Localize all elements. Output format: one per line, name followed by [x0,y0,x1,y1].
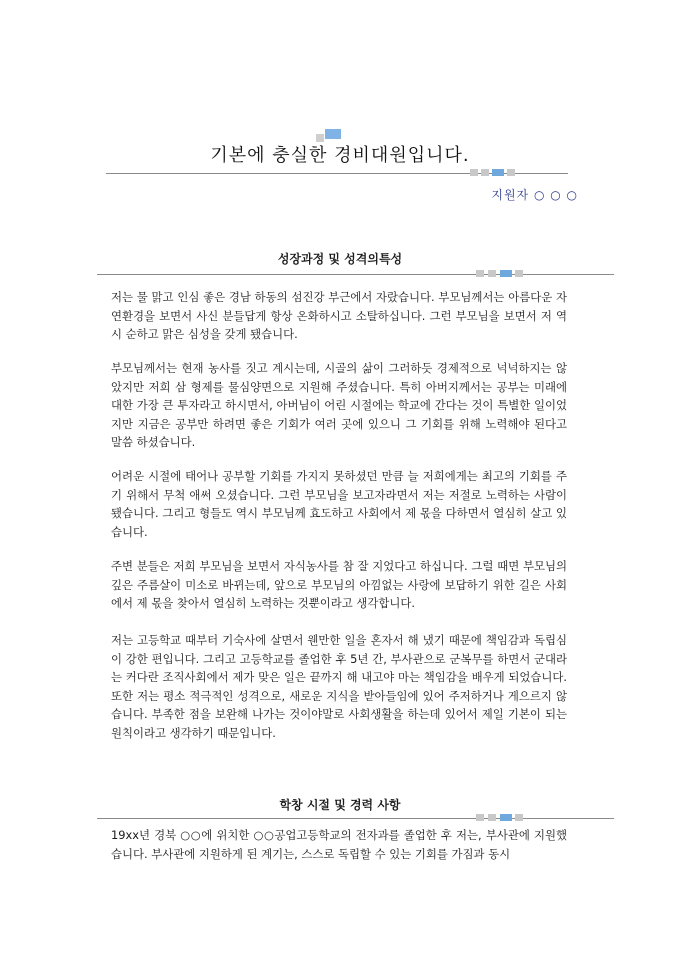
paragraph-text: 주변 분들은 저희 부모님을 보면서 자식농사를 참 잘 지었다고 하십니다. 그럴 때면 부모님의 깊은 주름살이 미소로 바뀌는데, 앞으로 부모님의 아낌없는 사랑에 보답하기 위한 길은 사회에서 제 몫을 찾아서 열심히 노력하는 것뿐이라고 생각합니다. [111,559,567,610]
section-heading-growth: 성장과정 및 성격의특성 [277,252,403,266]
paragraph-text: 저는 고등학교 때부터 기숙사에 살면서 웬만한 일을 혼자서 해 냈기 때문에 책임감과 독립심이 강한 편입니다. 그리고 고등학교를 졸업한 후 5년 간, 부사관으로 군복무를 하면서 군대라는 커다란 조직사회에서 제가 맞은 일은 끝까지 해 내고야 마는 책임감을 배우게 되었습니다. 또한 저는 평소 적극적인 성격으로, 새로운 지식을 받아들임에 있어 주저하거나 게으르지 않습니다. 부족한 점을 보완해 나가는 것이야말로 사회생활을 하는데 있어서 제일 기본이 되는 원칙이라고 생각하기 때문입니다. [111,633,567,740]
title-rule-square-4 [507,169,515,176]
section-rule-school-career [97,818,614,819]
applicant-name: 지원자 ○ ○ ○ [491,188,578,202]
title-deco-square-blue [325,129,341,139]
section2-rule-square-4 [515,814,523,821]
paragraph-text: 19xx년 경북 ○○에 위치한 ○○공업고등학교의 전자과를 졸업한 후 저는, 부사관에 지원했습니다. 부사관에 지원하게 된 계기는, 스스로 독립할 수 있는 기회를 가짐과 동시 [111,828,567,861]
paragraph-6 [111,826,567,863]
paragraph-1 [111,288,567,344]
section-rule-square-2 [488,270,496,277]
paragraph-4 [111,557,567,613]
paragraph-2 [111,359,567,452]
paragraph-text: 저는 물 맑고 인심 좋은 경남 하동의 섬진강 부근에서 자랐습니다. 부모님께서는 아름다운 자연환경을 보면서 사신 분들답게 항상 온화하시고 소탈하십니다. 그런 부모님을 보면서 저 역시 순하고 맑은 심성을 갖게 됐습니다. [111,290,567,341]
section-rule-square-1 [476,270,484,277]
section-rule-growth [97,274,614,275]
section-heading-school-career: 학창 시절 및 경력 사항 [279,798,401,812]
paragraph-text: 어려운 시절에 태어나 공부할 기회를 가지지 못하셨던 만큼 늘 저희에게는 최고의 기회를 주기 위해서 무척 애써 오셨습니다. 그런 부모님을 보고자라면서 저는 저절로 노력하는 사람이 됐습니다. 그리고 형들도 역시 부모님께 효도하고 사회에서 제 몫을 다하면서 열심히 살고 있습니다. [111,469,567,539]
title-rule-square-1 [470,169,478,176]
paragraph-text: 부모님께서는 현재 농사를 짓고 계시는데, 시골의 삶이 그러하듯 경제적으로 넉넉하지는 않았지만 저희 삼 형제를 물심양면으로 지원해 주셨습니다. 특히 아버지께서는 공부는 미래에 대한 가장 큰 투자라고 하시면서, 아버님이 어린 시절에는 학교에 간다는 것이 특별한 일이었지만 지금은 공부만 하려면 좋은 기회가 여러 곳에 있으니 그 기회를 위해 노력해야 된다고 말씀 하셨습니다. [111,361,567,449]
title-rule-square-3 [492,169,504,176]
page-title: 기본에 충실한 경비대원입니다. [210,145,470,166]
section-rule-square-4 [515,270,523,277]
section2-rule-square-2 [488,814,496,821]
section-rule-square-3 [500,270,512,277]
section2-rule-square-1 [476,814,484,821]
paragraph-3 [111,467,567,541]
paragraph-5 [111,631,567,742]
title-rule-square-2 [481,169,489,176]
section2-rule-square-3 [500,814,512,821]
